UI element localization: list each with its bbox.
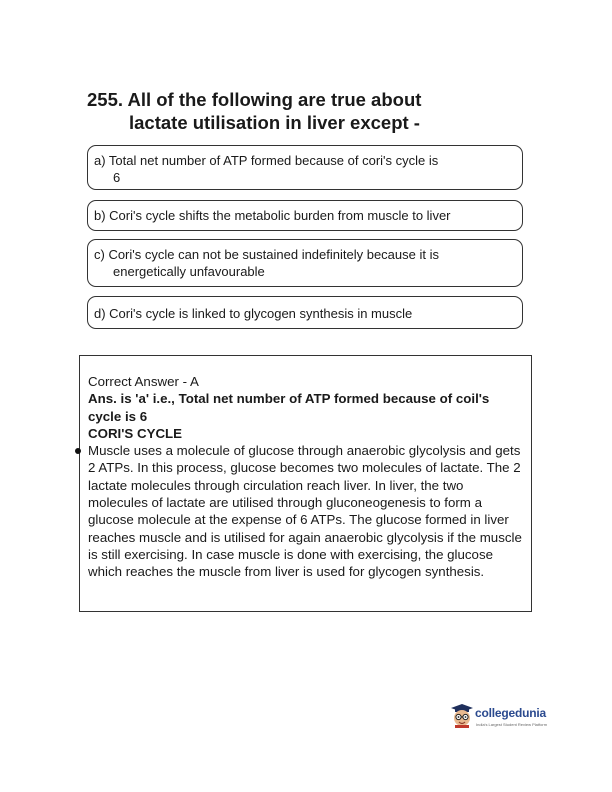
section-heading: CORI'S CYCLE — [88, 425, 183, 441]
option-d-text: d) Cori's cycle is linked to glycogen synthesis in muscle — [94, 306, 413, 321]
option-d[interactable] — [87, 296, 523, 329]
logo-tagline: India's Largest Student Review Platform — [476, 722, 548, 727]
question-text — [87, 88, 547, 134]
option-b-text: b) Cori's cycle shifts the metabolic burden from muscle to liver — [94, 208, 451, 223]
answer-explanation-box — [79, 355, 532, 612]
question-line-2: lactate utilisation in liver except - — [129, 112, 420, 133]
explanation-text: Muscle uses a molecule of glucose through anaerobic glycolysis and gets 2 ATPs. In this process, glucose becomes two molecules of lactate. The 2 lactate molecules through circulation reach liver. In liver, the two molecules of lactate are utilised through gluconeogenesis to form a glucose molecule at the expense of 6 ATPs. The glucose formed in liver reaches muscle and is utilised for again anaerobic glycolysis if the muscle is still exercising. In case muscle is done with exercising, the glucose which reaches the muscle from liver is used for glycogen synthesis. — [88, 443, 522, 580]
option-a[interactable] — [87, 145, 523, 190]
option-c[interactable] — [87, 239, 523, 287]
option-b[interactable] — [87, 200, 523, 231]
correct-answer: Correct Answer - A — [88, 374, 199, 389]
option-c-text-cont: energetically unfavourable — [113, 264, 265, 279]
logo-name: collegedunia — [475, 706, 546, 720]
bullet-icon — [75, 448, 81, 454]
collegedunia-logo — [451, 704, 561, 734]
answer-statement: Ans. is 'a' i.e., Total net number of ATP formed because of coil's cycle is 6 — [88, 391, 490, 424]
graduate-mascot-icon — [451, 704, 473, 728]
option-a-text-cont: 6 — [113, 170, 121, 185]
option-c-text: c) Cori's cycle can not be sustained indefinitely because it is — [94, 247, 439, 262]
option-a-text: a) Total net number of ATP formed because of cori's cycle is — [94, 153, 439, 168]
question-line-1: 255. All of the following are true about — [87, 89, 422, 110]
